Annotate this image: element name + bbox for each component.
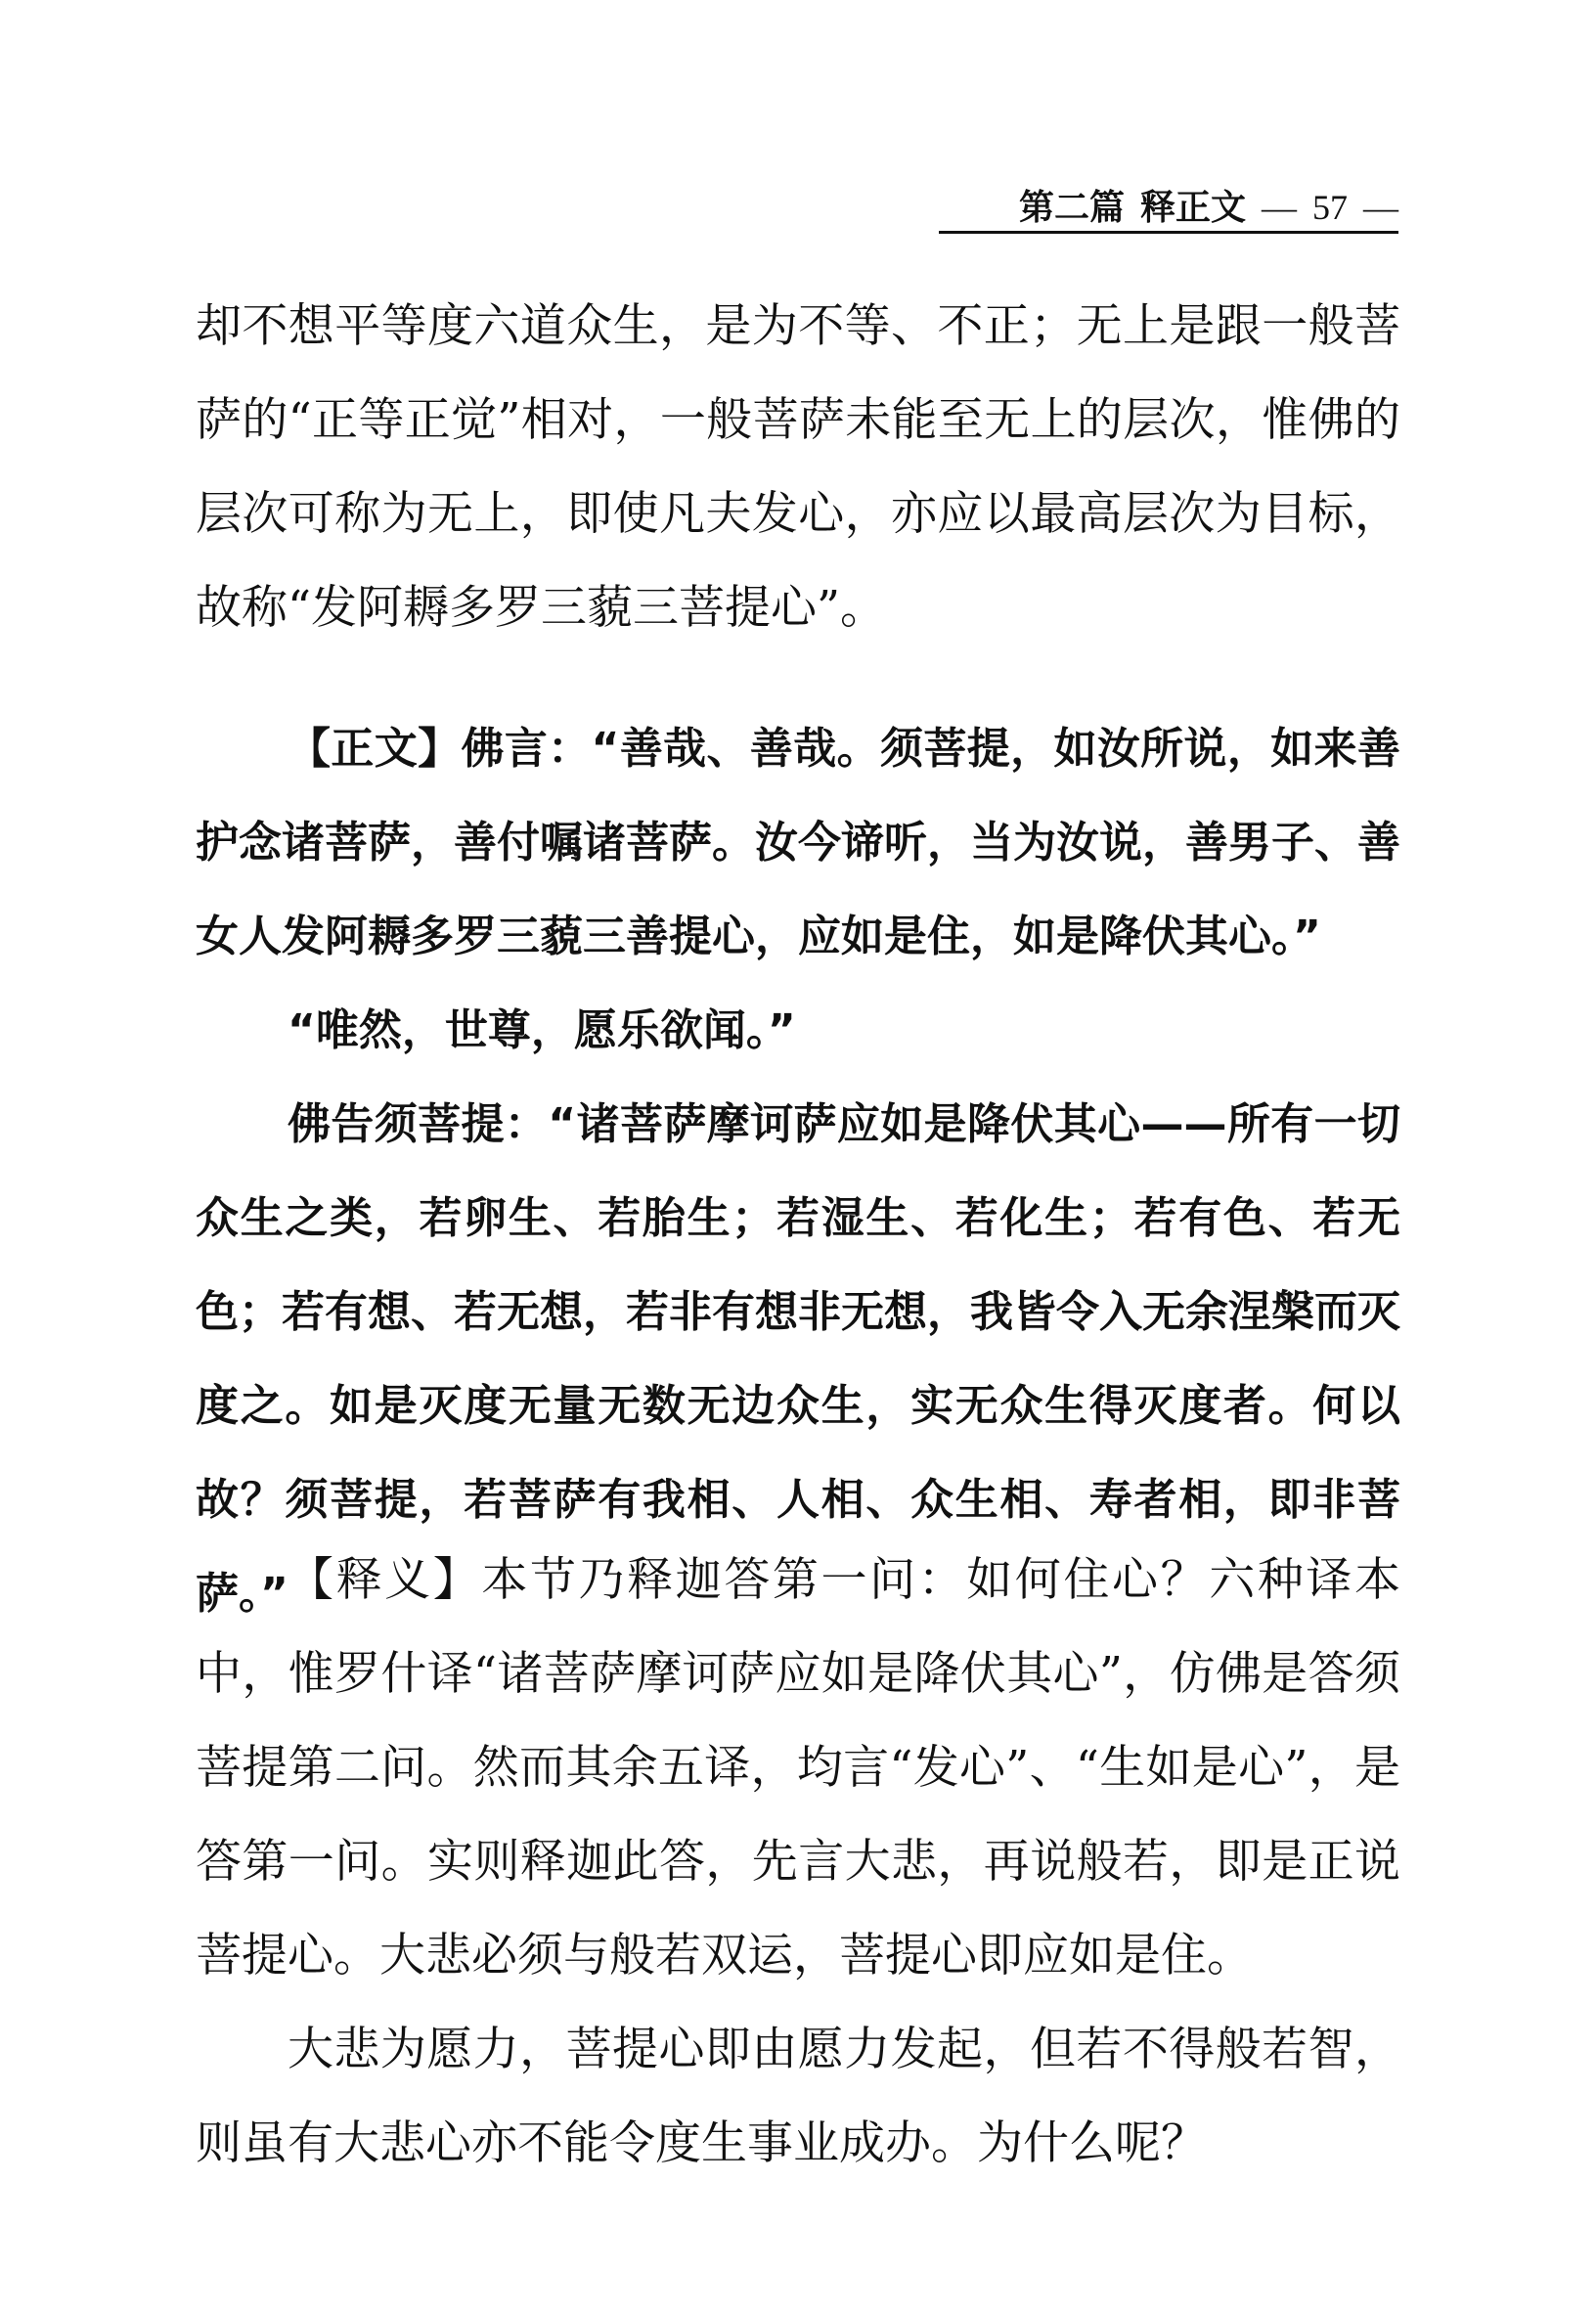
commentary-block (196, 1534, 1400, 2191)
commentary-paragraph (196, 1534, 1400, 2003)
page-number: 57 (1312, 188, 1348, 227)
scripture-block (196, 702, 1400, 1641)
running-header (880, 182, 1398, 233)
closing-paragraph: 大悲为愿力，菩提心即由愿力发起，但若不得般若智，则虽有大悲心亦不能令度生事业成办。为什么呢？ (196, 2023, 1400, 2170)
scripture-label: 【正文】 (288, 724, 462, 774)
page-dash-right: — (1363, 188, 1398, 227)
intro-block (196, 280, 1400, 655)
section-title: 释正文 (1139, 187, 1246, 228)
commentary-label: 【释义】 (288, 1553, 482, 1607)
intro-paragraph: 却不想平等度六道众生，是为不等、不正；无上是跟一般菩萨的“正等正觉”相对，一般菩萨未能至无上的层次，惟佛的层次可称为无上，即使凡夫发心，亦应以最高层次为目标，故称“发阿耨多罗三藐三菩提心”。 (196, 299, 1400, 635)
commentary-text: 本节乃释迦答第一问：如何住心？六种译本中，惟罗什译“诸菩萨摩诃萨应如是降伏其心”，仿佛是答须菩提第二问。然而其余五译，均言“发心”、“生如是心”，是答第一问。实则释迦此答，先言大悲，再说般若，即是正说菩提心。大悲必须与般若双运，菩提心即应如是住。 (196, 1553, 1401, 1982)
scripture-text: 佛言：“善哉、善哉。须菩提，如汝所说，如来善护念诸菩萨，善付嘱诸菩萨。汝今谛听，当为汝说，善男子、善女人发阿耨多罗三藐三善提心，应如是住，如是降伏其心。” (196, 724, 1400, 961)
buddha-tells-paragraph: 佛告须菩提：“诸菩萨摩诃萨应如是降伏其心——所有一切众生之类，若卵生、若胎生；若湿生、若化生；若有色、若无色；若有想、若无想，若非有想非无想，我皆令入无余涅槃而灭度之。如是灭度无量无数无边众生，实无众生得灭度者。何以故？须菩提，若菩萨有我相、人相、众生相、寿者相，即非菩萨。” (196, 1099, 1400, 1619)
scripture-paragraph (196, 702, 1400, 984)
reply-paragraph: “唯然，世尊，愿乐欲闻。” (288, 1005, 796, 1055)
header-rule (939, 231, 1398, 234)
chapter-title: 第二篇 (1018, 187, 1125, 228)
page-dash-left: — (1262, 188, 1297, 227)
